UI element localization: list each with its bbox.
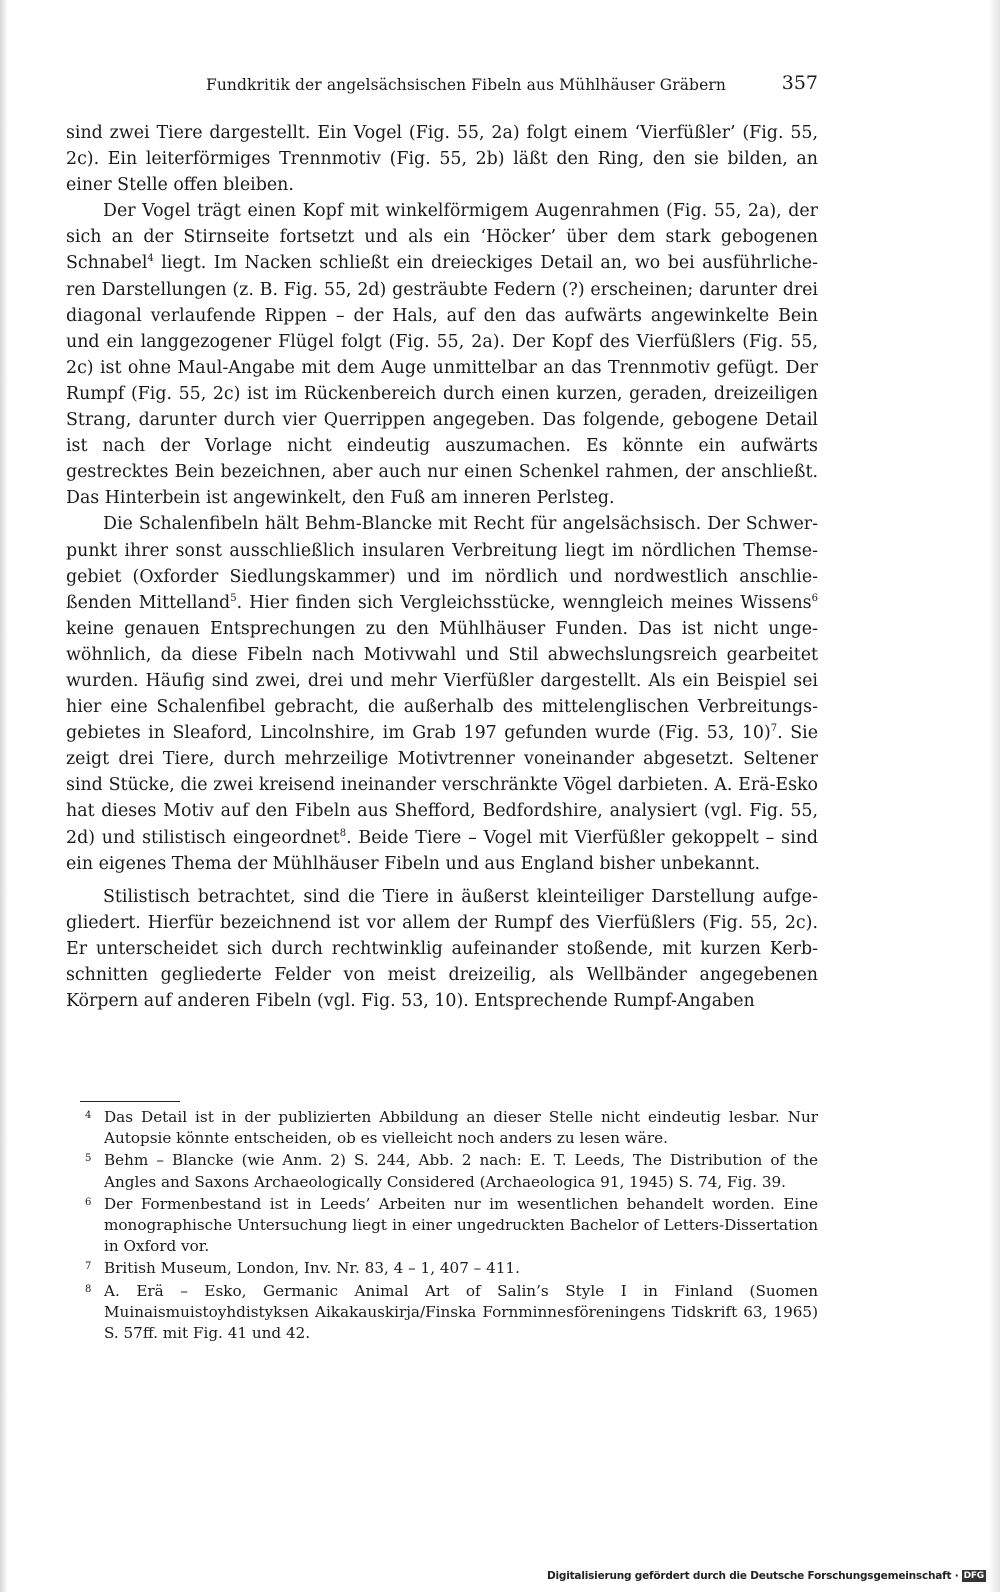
footnote-ref-5[interactable]: 5 <box>230 592 237 604</box>
page-edge-left <box>0 0 8 1592</box>
running-header <box>66 72 818 102</box>
footnote-ref-6[interactable]: 6 <box>811 592 818 604</box>
paragraph-3: Die Schalenfibeln hält Behm-Blancke mit Recht für angelsächsisch. Der Schwerpunkt ihrer sonst ausschließlich insularen Verbreitung liegt im nördlichen Themsegebiet (Oxforder Siedlungskammer) und im nördlich und nordwestlich anschließenden Mittelland$^5$. Hier finden sich Vergleichsstücke, wenngleich meines Wissens$^6$ keine genauen Entsprechungen zu den Mühlhäuser Funden. Das ist nicht ungewöhnlich, da diese Fibeln nach Motivwahl und Stil abwechslungsreich gearbeitet wurden. Häufig sind zwei, drei und mehr Vierfüßler dargestellt. Als ein Beispiel sei hier eine Schalenfibel gebracht, die außerhalb des mittelenglischen Verbreitungsgebietes in Sleaford, Lincolnshire, im Grab 197 gefunden wurde (Fig. 53, 10)$^7$. Sie zeigt drei Tiere, durch mehrzeilige Motivtrenner voneinander abgesetzt. Seltener sind Stücke, die zwei kreisend ineinander verschränkte Vögel darbieten. A. Erä-Esko hat dieses Motiv auf den Fibeln aus Shefford, Bedfordshire, analysiert (vgl. Fig. 55, 2d) und stilistisch eingeordnet$^8$. Beide Tiere – Vogel mit Vierfüßler gekoppelt – sind ein eigenes Thema der Mühlhäuser Fibeln und aus England bisher unbekannt. <box>66 514 818 874</box>
footnote-ref-4[interactable]: 4 <box>147 253 154 265</box>
body-text <box>66 120 818 1014</box>
page-number: 357 <box>781 72 818 94</box>
running-title: Fundkritik der angelsächsischen Fibeln aus Mühlhäuser Gräbern <box>206 76 726 94</box>
footnote-6 <box>80 1194 818 1258</box>
footnote-4 <box>80 1107 818 1149</box>
footnote-rule <box>80 1101 180 1102</box>
footnote-text: Das Detail ist in der publizierten Abbildung an dieser Stelle nicht eindeutig lesbar. Nur Autopsie könnte entscheiden, ob es vielleicht noch anders zu lesen wäre. <box>104 1108 818 1148</box>
footnote-text: Behm – Blancke (wie Anm. 2) S. 244, Abb. 2 nach: E. T. Leeds, The Distribution of the Angles and Saxons Archaeologically Considered (Archaeologica 91, 1945) S. 74, Fig. 39. <box>104 1151 818 1191</box>
digitization-credit <box>547 1570 986 1582</box>
footnote-number: 4 <box>85 1110 92 1121</box>
footnote-7 <box>80 1258 818 1279</box>
paragraph-1: sind zwei Tiere dargestellt. Ein Vogel (Fig. 55, 2a) folgt einem ‘Vierfüßler’ (Fig. 55, 2c). Ein leiterförmiges Trennmotiv (Fig. 55, 2b) läßt den Ring, den sie bilden, an einer Stelle offen bleiben. <box>66 123 818 196</box>
footnote-number: 6 <box>85 1196 92 1208</box>
dfg-logo: DFG <box>963 1571 984 1581</box>
footnote-8 <box>80 1281 818 1345</box>
footnote-text: British Museum, London, Inv. Nr. 83, 4 – 1, 407 – 411. <box>104 1259 520 1278</box>
footnotes <box>80 1107 818 1345</box>
footnote-text: Der Formenbestand ist in Leeds’ Arbeiten nur im wesentlichen behandelt worden. Eine monographische Untersuchung liegt in einer ungedruckten Bachelor of Letters-Dissertation in Oxford vor. <box>104 1194 818 1256</box>
credit-text: Digitalisierung gefördert durch die Deutsche Forschungsgemeinschaft · <box>546 1570 959 1582</box>
footnote-number: 8 <box>85 1283 92 1295</box>
paragraph-2: Der Vogel trägt einen Kopf mit winkelförmigem Augenrahmen (Fig. 55, 2a), der sich an der Stirnseite fortsetzt und als ein ‘Höcker’ über dem stark gebogenen Schnabel$^4$ liegt. Im Nacken schließt ein dreieckiges Detail an, wo bei ausführlicheren Darstellungen (z. B. Fig. 55, 2d) gesträubte Federn (?) erscheinen; darunter drei diagonal verlaufende Rippen – der Hals, auf den das aufwärts angewinkelte Bein und ein langgezogener Flügel folgt (Fig. 55, 2a). Der Kopf des Vierfüßlers (Fig. 55, 2c) ist ohne Maul-Angabe mit dem Auge unmittelbar an das Trennmotiv gefügt. Der Rumpf (Fig. 55, 2c) ist im Rückenbereich durch einen kurzen, geraden, dreizeiligen Strang, darunter durch vier Querrippen angegeben. Das folgende, gebogene Detail ist nach der Vorlage nicht eindeutig auszumachen. Es könnte ein aufwärts gestrecktes Bein bezeichnen, aber auch nur einen Schenkel rahmen, der anschließt. Das Hinterbein ist angewinkelt, den Fuß am inneren Perlsteg. <box>66 201 818 509</box>
footnote-5 <box>80 1150 818 1192</box>
page-edge-right <box>988 0 1000 1592</box>
footnote-text: A. Erä – Esko, Germanic Animal Art of Salin’s Style I in Finland (Suomen Muinaismuistoyhdistyksen Aikakauskirja/Finska Fornminnesföreningens Tidskrift 63, 1965) S. 57ff. mit Fig. 41 und 42. <box>104 1281 818 1343</box>
footnote-number: 5 <box>85 1153 92 1165</box>
footnote-ref-7[interactable]: 7 <box>770 723 778 735</box>
footnote-number: 7 <box>85 1261 92 1273</box>
paragraph-4: Stilistisch betrachtet, sind die Tiere in äußerst kleinteiliger Darstellung aufgegliedert. Hierfür bezeichnend ist vor allem der Rumpf des Vierfüßlers (Fig. 55, 2c). Er unterscheidet sich durch rechtwinklig aufeinander stoßende, mit kurzen Kerbschnitten gegliederte Felder von meist dreizeilig, als Wellbänder angegebenen Körpern auf anderen Fibeln (vgl. Fig. 53, 10). Entsprechende Rumpf-Angaben <box>66 886 818 1012</box>
footnote-ref-8[interactable]: 8 <box>339 827 347 839</box>
